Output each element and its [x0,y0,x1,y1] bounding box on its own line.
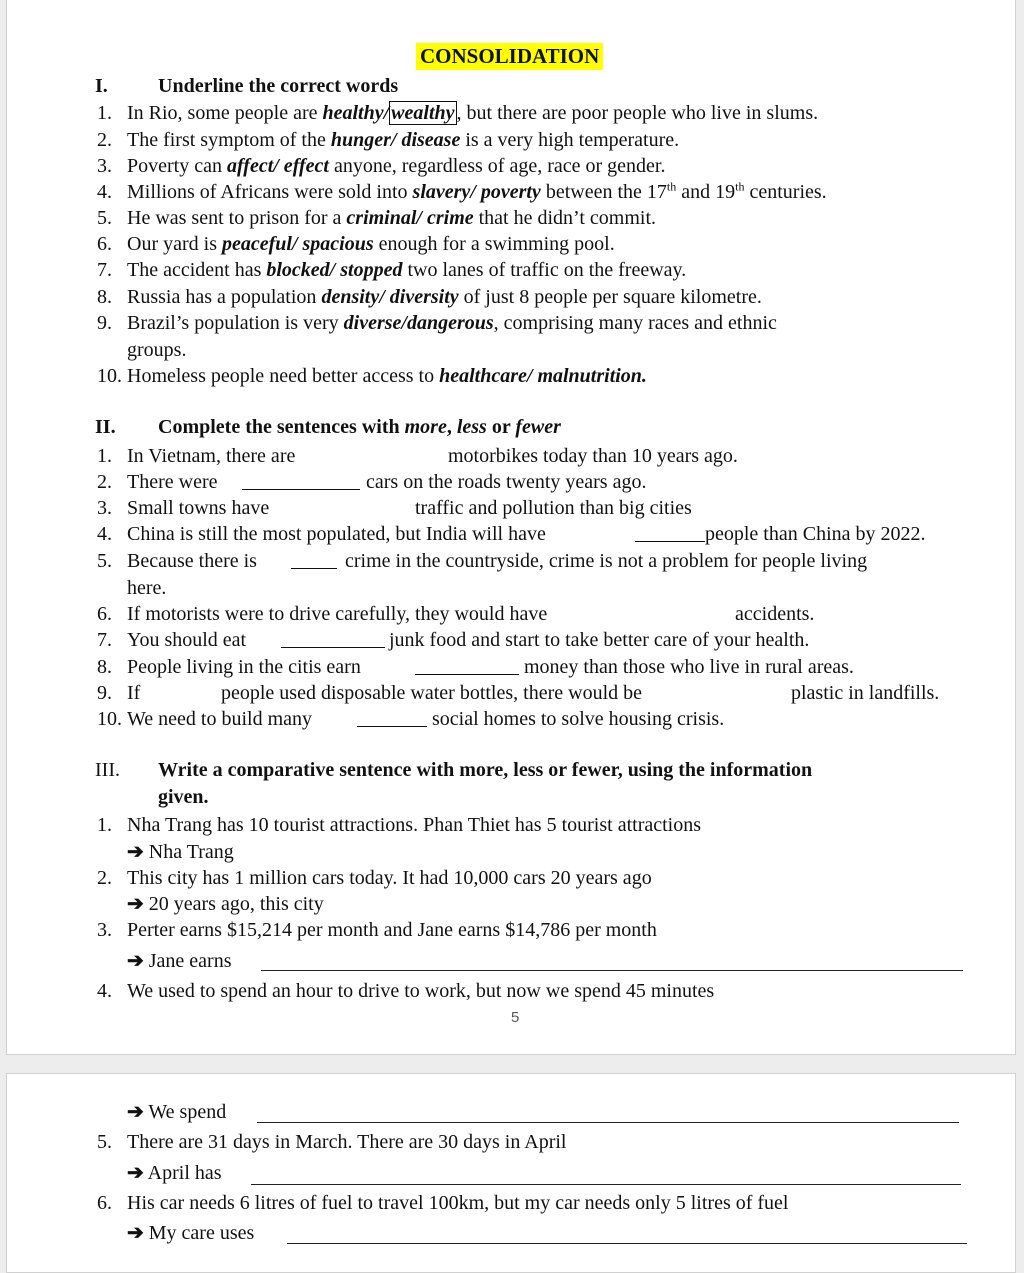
section-1-number: I. [95,75,108,97]
answer-line[interactable] [257,1122,959,1123]
answer-blank[interactable] [281,629,385,648]
s3-item-1-answer: ➔ Nha Trang [127,841,234,863]
section-2-title: Complete the sentences with more, less or fewer [158,416,561,438]
arrow-icon: ➔ [127,1162,144,1184]
s1-item-9-cont: groups. [127,339,187,361]
answer-line[interactable] [287,1243,967,1244]
s3-item-3-answer: ➔ Jane earns [127,950,232,972]
page-title: CONSOLIDATION [416,43,603,70]
answer-blank[interactable] [635,523,705,542]
answer-blank[interactable] [242,471,360,490]
s2-item-5-cont: here. [127,577,167,599]
section-3-number: III. [95,759,120,781]
s3-item-4-answer: ➔ We spend [127,1101,227,1123]
document-page-1: CONSOLIDATION I. Underline the correct words 1. In Rio, some people are healthy/ wealthy , but there are poor people who live in slums. 2. The first symptom of the hunger/ disease is a very high temperature. 3. Poverty can affect/ effect anyone, regardless of age, race or gender. 4. Millions of Africans were sold into slavery/ poverty between the 17th and 19th centuries. 5. He was sent to prison for a criminal/ crime that he didn’t commit. 6. Our yard is peaceful/ spacious enough for a swimming pool. 7. The accident has blocked/ stopped two lanes of traffic on the freeway. 8. Russia has a population density/ diversity of just 8 people per square kilometre. 9. Brazil’s population is very diverse/dangerous, comprising many races and ethnic groups. 10. Homeless people need better access to healthcare/ malnutrition. II. Complete the sentences with more, less or fewer 1. In Vietnam, there are motorbikes today than 10 years ago. 2. There were cars on the roads twenty years ago. 3. Small towns have traffic and pollution than big cities 4. China is still the most populated, but India will have people than China by 2022. 5. Because there is crime in the countryside, crime is not a problem for people living here. 6. If motorists were to drive carefully, they would have accidents. 7. You should eat junk food and start to take better care of your health. 8. People living in the citis earn money than those who live in rural areas. 9. If people used disposable water bottles, there would be plastic in landfills. 10. We need to build many social homes to solve housing crisis. III. Write a comparative sentence with more, less or fewer, using the information given. 1. Nha Trang has 10 tourist attractions. Phan Thiet has 5 tourist attractions ➔ Nha Trang 2. This city has 1 million cars today. It had 10,000 cars 20 years ago ➔ 20 years ago, this city 3. Perter earns $15,214 per month and Jane earns $14,786 per month ➔ Jane earns 4. We used to spend an hour to drive to work, but now we spend 45 minutes 5 [6,0,1016,1055]
answer-blank[interactable] [415,656,519,675]
answer-blank[interactable] [357,708,427,727]
boxed-answer: wealthy [391,102,455,124]
s3-item-6-answer: ➔ My care uses [127,1222,255,1244]
document-page-2: ➔ We spend 5. There are 31 days in March. There are 30 days in April ➔ April has 6. His car needs 6 litres of fuel to travel 100km, but my car needs only 5 litres of fuel ➔ My care uses [6,1073,1016,1273]
s3-item-5-answer: ➔ April has [127,1162,222,1184]
section-3-title-line1: Write a comparative sentence with more, less or fewer, using the information [158,759,813,781]
section-3-title-line2: given. [158,786,209,808]
arrow-icon: ➔ [127,841,144,863]
arrow-icon: ➔ [127,893,144,915]
s3-item-2-answer: ➔ 20 years ago, this city [127,893,324,915]
arrow-icon: ➔ [127,1101,144,1123]
section-2-number: II. [95,416,116,438]
answer-blank[interactable] [291,550,337,569]
section-1-title: Underline the correct words [158,75,399,97]
page-number: 5 [511,1009,520,1026]
arrow-icon: ➔ [127,1222,144,1244]
answer-line[interactable] [261,970,963,971]
arrow-icon: ➔ [127,950,144,972]
answer-line[interactable] [251,1184,961,1185]
